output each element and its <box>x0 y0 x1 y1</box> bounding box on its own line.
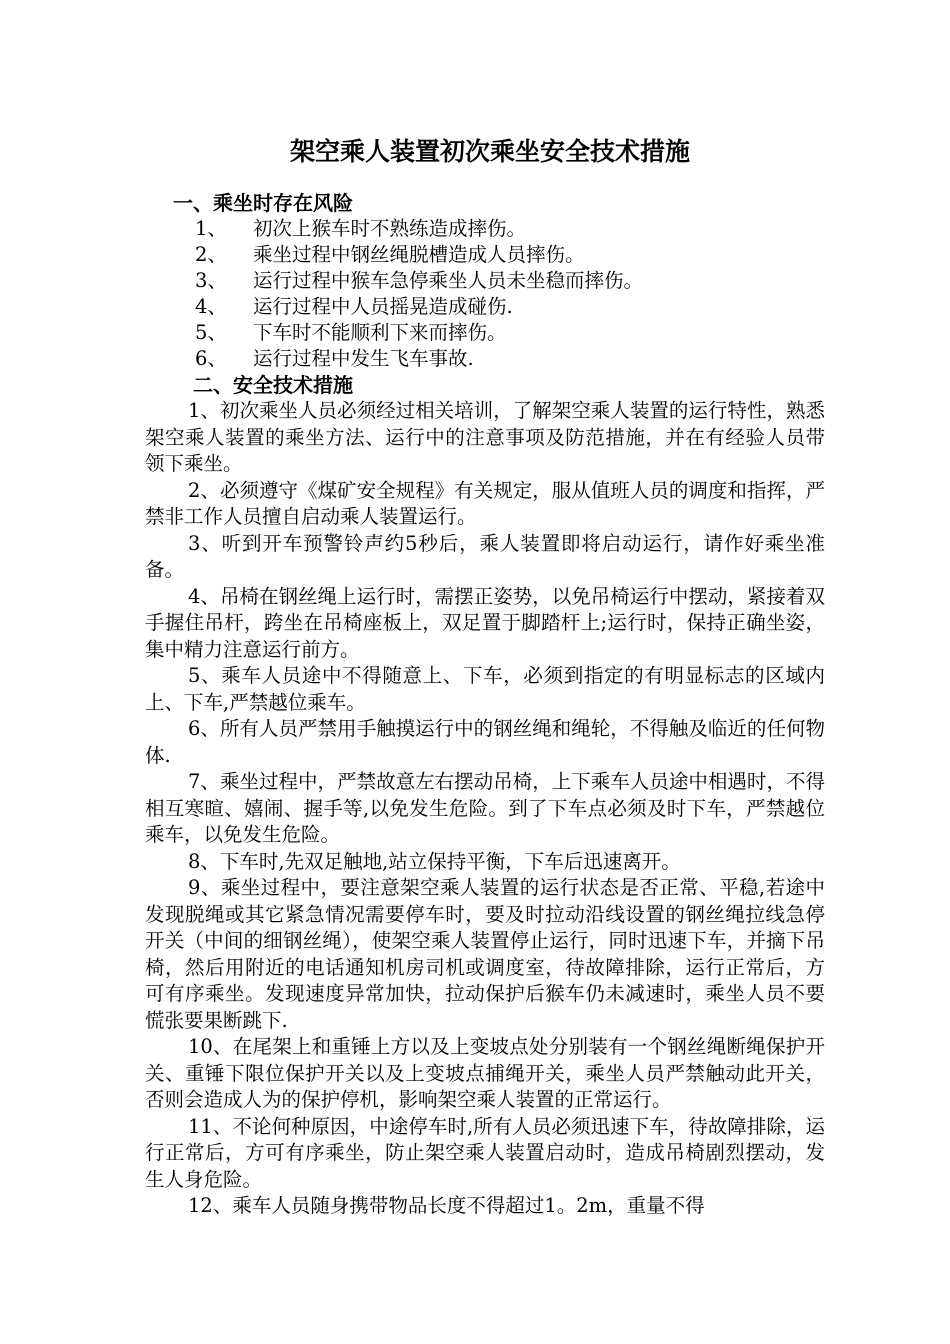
risk-item-text: 乘坐过程中钢丝绳脱槽造成人员摔伤。 <box>253 243 585 266</box>
measure-paragraph: 2、必须遵守《煤矿安全规程》有关规定，服从值班人员的调度和指挥，严禁非工作人员擅自启动乘人装置运行。 <box>145 478 825 528</box>
section-heading-measures: 二、安全技术措施 <box>193 373 353 397</box>
measure-paragraph: 7、乘坐过程中，严禁故意左右摆动吊椅，上下乘车人员途中相遇时，不得相互寒暄、嬉闹、握手等,以免发生危险。到了下车点必须及时下车，严禁越位乘车，以免发生危险。 <box>145 770 825 846</box>
measure-paragraph: 5、乘车人员途中不得随意上、下车，必须到指定的有明显标志的区域内上、下车,严禁越位乘车。 <box>145 664 825 714</box>
risk-item-number: 4、 <box>195 295 227 318</box>
measure-paragraph: 1、初次乘坐人员必须经过相关培训，了解架空乘人装置的运行特性，熟悉架空乘人装置的乘坐方法、运行中的注意事项及防范措施，并在有经验人员带领下乘坐。 <box>145 399 825 475</box>
risk-item <box>145 346 825 372</box>
risk-item <box>145 294 825 320</box>
risk-item <box>145 320 825 346</box>
risk-item-text: 运行过程中发生飞车事故. <box>253 347 474 370</box>
measures-body <box>145 398 825 1220</box>
measure-paragraph: 9、乘坐过程中，要注意架空乘人装置的运行状态是否正常、平稳,若途中发现脱绳或其它紧急情况需要停车时，要及时拉动沿线设置的钢丝绳拉线急停开关（中间的细钢丝绳），使架空乘人装置停止运行，同时迅速下车，并摘下吊椅，然后用附近的电话通知机房司机或调度室，待故障排除，运行正常后，方可有序乘坐。发现速度异常加快，拉动保护后猴车仍未减速时，乘坐人员不要慌张要果断跳下. <box>145 876 825 1032</box>
risk-item-number: 1、 <box>195 217 227 240</box>
risk-item-text: 运行过程中猴车急停乘坐人员未坐稳而摔伤。 <box>253 269 644 292</box>
document-title: 架空乘人装置初次乘坐安全技术措施 <box>289 137 690 166</box>
risk-item-text: 下车时不能顺利下来而摔伤。 <box>253 321 507 344</box>
measure-paragraph: 10、在尾架上和重锤上方以及上变坡点处分别装有一个钢丝绳断绳保护开关、重锤下限位保护开关以及上变坡点捕绳开关，乘坐人员严禁触动此开关，否则会造成人为的保护停机，影响架空乘人装置的正常运行。 <box>145 1035 825 1111</box>
risk-item-number: 2、 <box>195 243 227 266</box>
risk-list <box>145 216 825 372</box>
measure-paragraph: 3、听到开车预警铃声约5秒后，乘人装置即将启动运行，请作好乘坐准备。 <box>145 531 825 581</box>
measure-paragraph: 12、乘车人员随身携带物品长度不得超过1。2m，重量不得 <box>188 1194 705 1217</box>
measure-paragraph: 4、吊椅在钢丝绳上运行时，需摆正姿势，以免吊椅运行中摆动，紧接着双手握住吊杆，跨坐在吊椅座板上，双足置于脚踏杆上;运行时，保持正确坐姿，集中精力注意运行前方。 <box>145 584 825 661</box>
measure-paragraph: 6、所有人员严禁用手触摸运行中的钢丝绳和绳轮，不得触及临近的任何物体. <box>145 717 825 767</box>
section-heading-risks: 一、乘坐时存在风险 <box>173 191 353 215</box>
measure-paragraph: 8、下车时,先双足触地,站立保持平衡，下车后迅速离开。 <box>188 849 681 873</box>
risk-item-number: 3、 <box>195 269 227 292</box>
risk-item <box>145 242 825 268</box>
risk-item-number: 6、 <box>195 347 227 370</box>
risk-item-text: 运行过程中人员摇晃造成碰伤. <box>253 295 513 318</box>
risk-item-number: 5、 <box>195 321 227 344</box>
risk-item-text: 初次上猴车时不熟练造成摔伤。 <box>253 217 527 240</box>
document-page <box>145 132 825 1220</box>
measure-paragraph: 11、不论何种原因，中途停车时,所有人员必须迅速下车，待故障排除，运行正常后，方可有序乘坐，防止架空乘人装置启动时，造成吊椅剧烈摆动，发生人身危险。 <box>145 1114 825 1191</box>
risk-item <box>145 268 825 294</box>
risk-item <box>145 216 825 242</box>
